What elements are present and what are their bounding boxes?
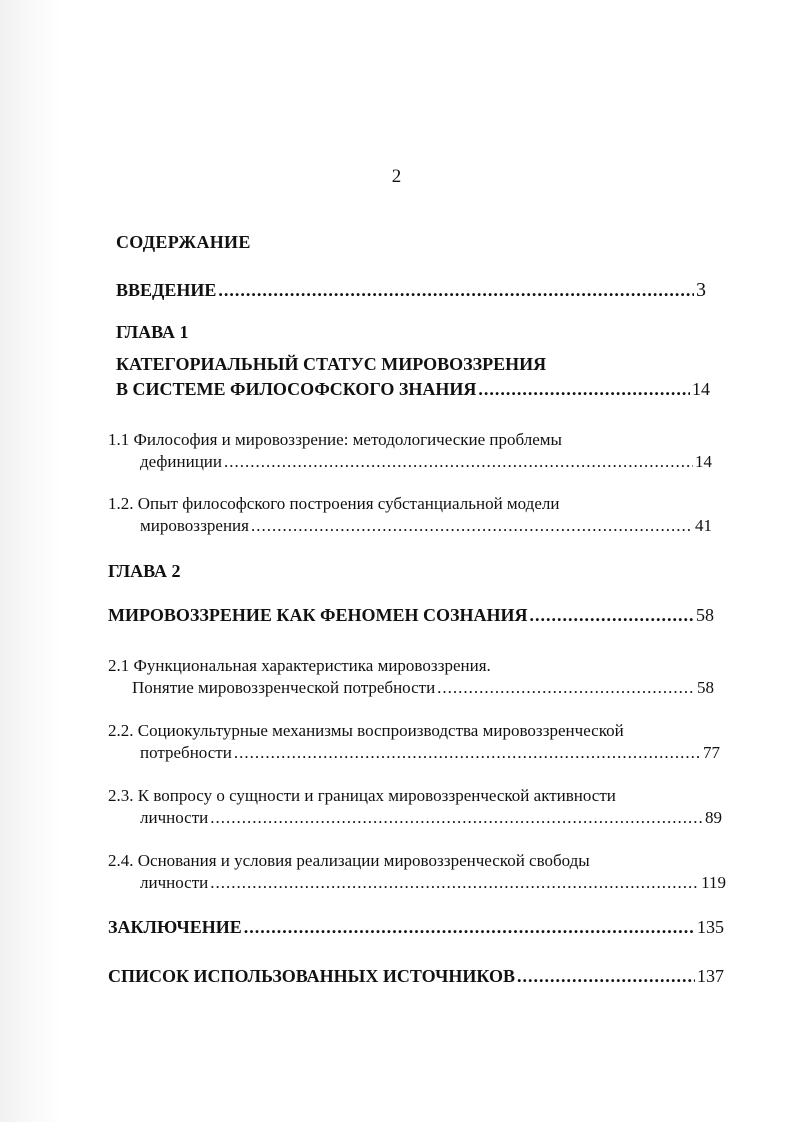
entry-page: 77 xyxy=(703,743,720,762)
entry-title: ЗАКЛЮЧЕНИЕ xyxy=(108,917,242,937)
leader-dots xyxy=(218,280,694,301)
entry-page: 58 xyxy=(696,605,714,625)
section-2-1-line1: 2.1 Функциональная характеристика мировоззрения. xyxy=(108,656,491,675)
entry-title: В СИСТЕМЕ ФИЛОСОФСКОГО ЗНАНИЯ xyxy=(116,379,477,399)
entry-title: мировоззрения xyxy=(140,516,249,535)
entry-page: 119 xyxy=(701,873,726,892)
section-1-1-line1: 1.1 Философия и мировоззрение: методологические проблемы xyxy=(108,430,562,449)
chapter1-title-line1: КАТЕГОРИАЛЬНЫЙ СТАТУС МИРОВОЗЗРЕНИЯ xyxy=(116,354,547,374)
chapter2-label: ГЛАВА 2 xyxy=(108,561,181,581)
toc-entry-section-2-3[interactable] xyxy=(140,808,722,828)
entry-page: 137 xyxy=(697,966,724,986)
leader-dots xyxy=(210,808,703,828)
toc-entry-section-1-2[interactable] xyxy=(140,516,712,536)
leader-dots xyxy=(224,452,693,472)
leader-dots xyxy=(210,873,699,893)
entry-page: 3 xyxy=(696,279,706,301)
chapter1-label: ГЛАВА 1 xyxy=(116,322,189,342)
toc-title: СОДЕРЖАНИЕ xyxy=(116,232,251,252)
leader-dots xyxy=(251,516,693,536)
toc-entry-conclusion[interactable] xyxy=(108,917,724,938)
entry-page: 14 xyxy=(695,452,712,471)
entry-page: 14 xyxy=(692,379,710,399)
entry-page: 89 xyxy=(705,808,722,827)
section-2-4-line1: 2.4. Основания и условия реализации мировоззренческой свободы xyxy=(108,851,590,870)
toc-entry-section-2-2[interactable] xyxy=(140,743,720,763)
entry-title: потребности xyxy=(140,743,232,762)
entry-title: СПИСОК ИСПОЛЬЗОВАННЫХ ИСТОЧНИКОВ xyxy=(108,966,515,986)
entry-title: МИРОВОЗЗРЕНИЕ КАК ФЕНОМЕН СОЗНАНИЯ xyxy=(108,605,528,625)
leader-dots xyxy=(244,917,695,938)
entry-page: 135 xyxy=(697,917,724,937)
toc-entry-introduction[interactable] xyxy=(116,279,706,302)
toc-entry-section-2-4[interactable] xyxy=(140,873,726,893)
section-2-2-line1: 2.2. Социокультурные механизмы воспроизводства мировоззренческой xyxy=(108,721,624,740)
leader-dots xyxy=(517,966,695,987)
toc-entry-references[interactable] xyxy=(108,966,724,987)
entry-title: личности xyxy=(140,808,209,827)
leader-dots xyxy=(478,379,690,400)
toc-entry-section-2-1[interactable] xyxy=(132,678,714,698)
entry-title: Понятие мировоззренческой потребности xyxy=(132,678,436,697)
toc-entry-chapter2[interactable] xyxy=(108,605,714,626)
toc-entry-section-1-1[interactable] xyxy=(140,452,712,472)
entry-page: 58 xyxy=(697,678,714,697)
leader-dots xyxy=(437,678,695,698)
toc-entry-chapter1[interactable] xyxy=(116,379,710,400)
entry-title: личности xyxy=(140,873,209,892)
entry-title: дефиниции xyxy=(140,452,223,471)
entry-page: 41 xyxy=(695,516,712,535)
section-2-3-line1: 2.3. К вопросу о сущности и границах мировоззренческой активности xyxy=(108,786,616,805)
leader-dots xyxy=(234,743,701,763)
section-1-2-line1: 1.2. Опыт философского построения субстанциальной модели xyxy=(108,494,560,513)
leader-dots xyxy=(529,605,694,626)
page-number: 2 xyxy=(391,166,402,187)
entry-title: ВВЕДЕНИЕ xyxy=(116,280,217,300)
